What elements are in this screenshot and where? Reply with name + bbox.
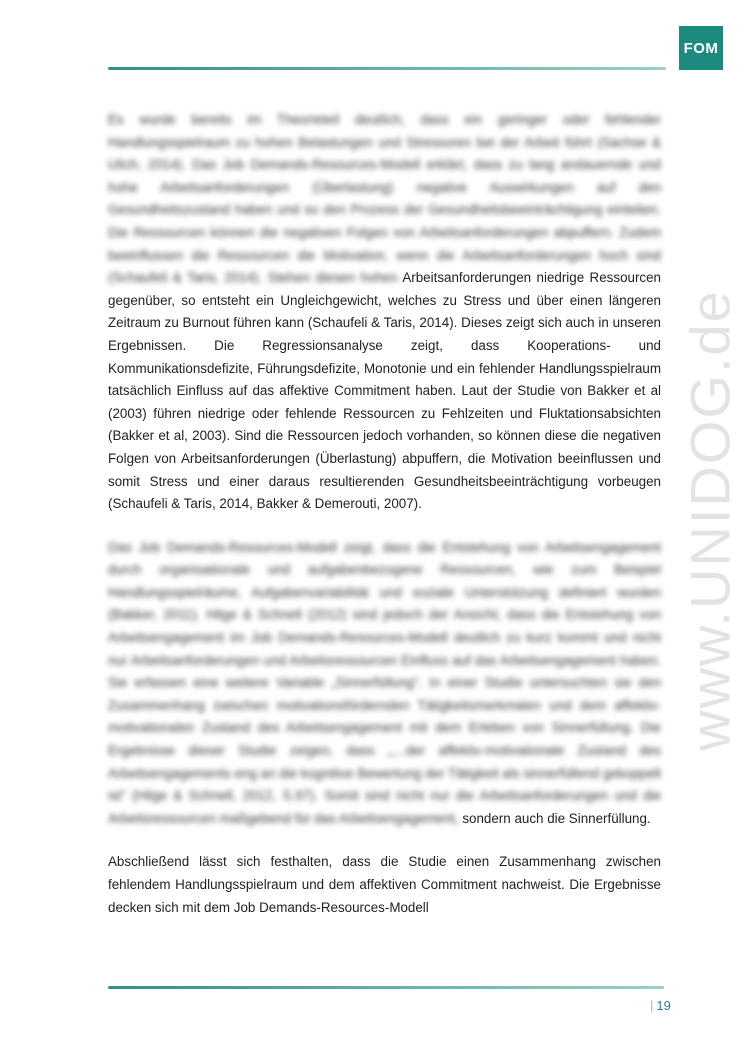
page-number-value: 19: [656, 998, 671, 1013]
paragraph-3: [108, 851, 661, 919]
header-rule: [108, 67, 666, 70]
page-number: [650, 998, 671, 1013]
page-number-separator: |: [650, 998, 654, 1013]
visible-text: sondern auch die Sinnerfüllung.: [462, 810, 651, 826]
paragraph-2: [108, 537, 661, 831]
blurred-text: Das Job Demands-Resources-Modell zeigt, dass die Entstehung von Arbeitsengagement durch organisationale und aufgabenbezogene Ressourcen, wie zum Beispiel Handlungsspielräume, Aufgabenvariabilität und soziale Unterstützung definiert wurden (Bakker, 2011). Hilge & Schnell (2012) sind jedoch der Ansicht, dass die Entstehung von Arbeitsengagement im Job Demands-Resources-Modell deutlich zu kurz kommt und nicht nur Arbeitsanforderungen und Arbeitsressourcen Einfluss auf das Arbeitsengagement haben. Sie erfassen eine weitere Variable „Sinnerfüllung“. In einer Studie untersuchten sie den Zusammenhang zwischen motivationsfördernden Tätigkeitsmerkmalen und dem affektiv-motivationalen Zustand des Arbeitsengagement mit dem Erleben von Sinnerfüllung. Die Ergebnisse dieser Studie zeigen, dass „…der affektiv-motivationale Zustand des Arbeitsengagements eng an die kognitive Bewertung der Tätigkeit als sinnerfüllend gekoppelt ist“ (Hilge & Schnell, 2012, S.97). Somit sind nicht nur die Arbeitsanforderungen und die Arbeitsressourcen maßgebend für das Arbeitsengagement,: [108, 539, 661, 826]
visible-text: Arbeitsanforderungen niedrige Ressourcen gegenüber, so entsteht ein Ungleichgewicht, welches zu Stress und über einen längeren Zeitraum zu Burnout führen kann (Schaufeli & Taris, 2014). Dieses zeigt sich auch in unseren Ergebnissen. Die Regressionsanalyse zeigt, dass Kooperations- und Kommunikationsdefizite, Führungsdefizite, Monotonie und ein fehlender Handlungsspielraum tatsächlich Einfluss auf das affektive Commitment haben. Laut der Studie von Bakker et al (2003) führen niedrige oder fehlende Ressourcen zu Fehlzeiten und Fluktationsabsichten (Bakker et al, 2003). Sind die Ressourcen jedoch vorhanden, so können diese die negativen Folgen von Arbeitsanforderungen (Überlastung) abpuffern, die Motivation beeinflussen und somit Stress und einer daraus resultierenden Gesundheitsbeeinträchtigung vorbeugen (Schaufeli & Taris, 2014, Bakker & Demerouti, 2007).: [108, 270, 662, 512]
fom-logo: FOM: [679, 26, 723, 70]
watermark-text: www.UNIDOG.de: [678, 289, 742, 751]
blurred-text: Es wurde bereits im Theorieteil deutlich, dass ein geringer oder fehlender Handlungsspielraum zu hohen Belastungen und Stressoren bei der Arbeit führt (Sachse & Ulich, 2014). Das Job Demands-Resources-Modell erklärt, dass zu lang andauernde und hohe Arbeitsanforderungen (Überlastung) negative Auswirkungen auf den Gesundheitszustand haben und so den Prozess der Gesundheitsbeeinträchtigung einleiten. Die Ressourcen können die negativen Folgen von Arbeitsanforderungen abpuffern. Zudem beeinflussen die Ressourcen die Motivation, wenn die Arbeitsanforderungen hoch sind (Schaufeli & Taris, 2014). Stehen diesen hohen: [108, 112, 661, 286]
visible-text: Abschließend lässt sich festhalten, dass die Studie einen Zusammenhang zwischen fehlendem Handlungsspielraum und dem affektiven Commitment nachweist. Die Ergebnisse decken sich mit dem Job Demands-Resources-Modell: [108, 854, 661, 915]
paragraph-1: [108, 109, 661, 516]
footer-rule: [108, 986, 664, 989]
document-body: [108, 109, 661, 940]
